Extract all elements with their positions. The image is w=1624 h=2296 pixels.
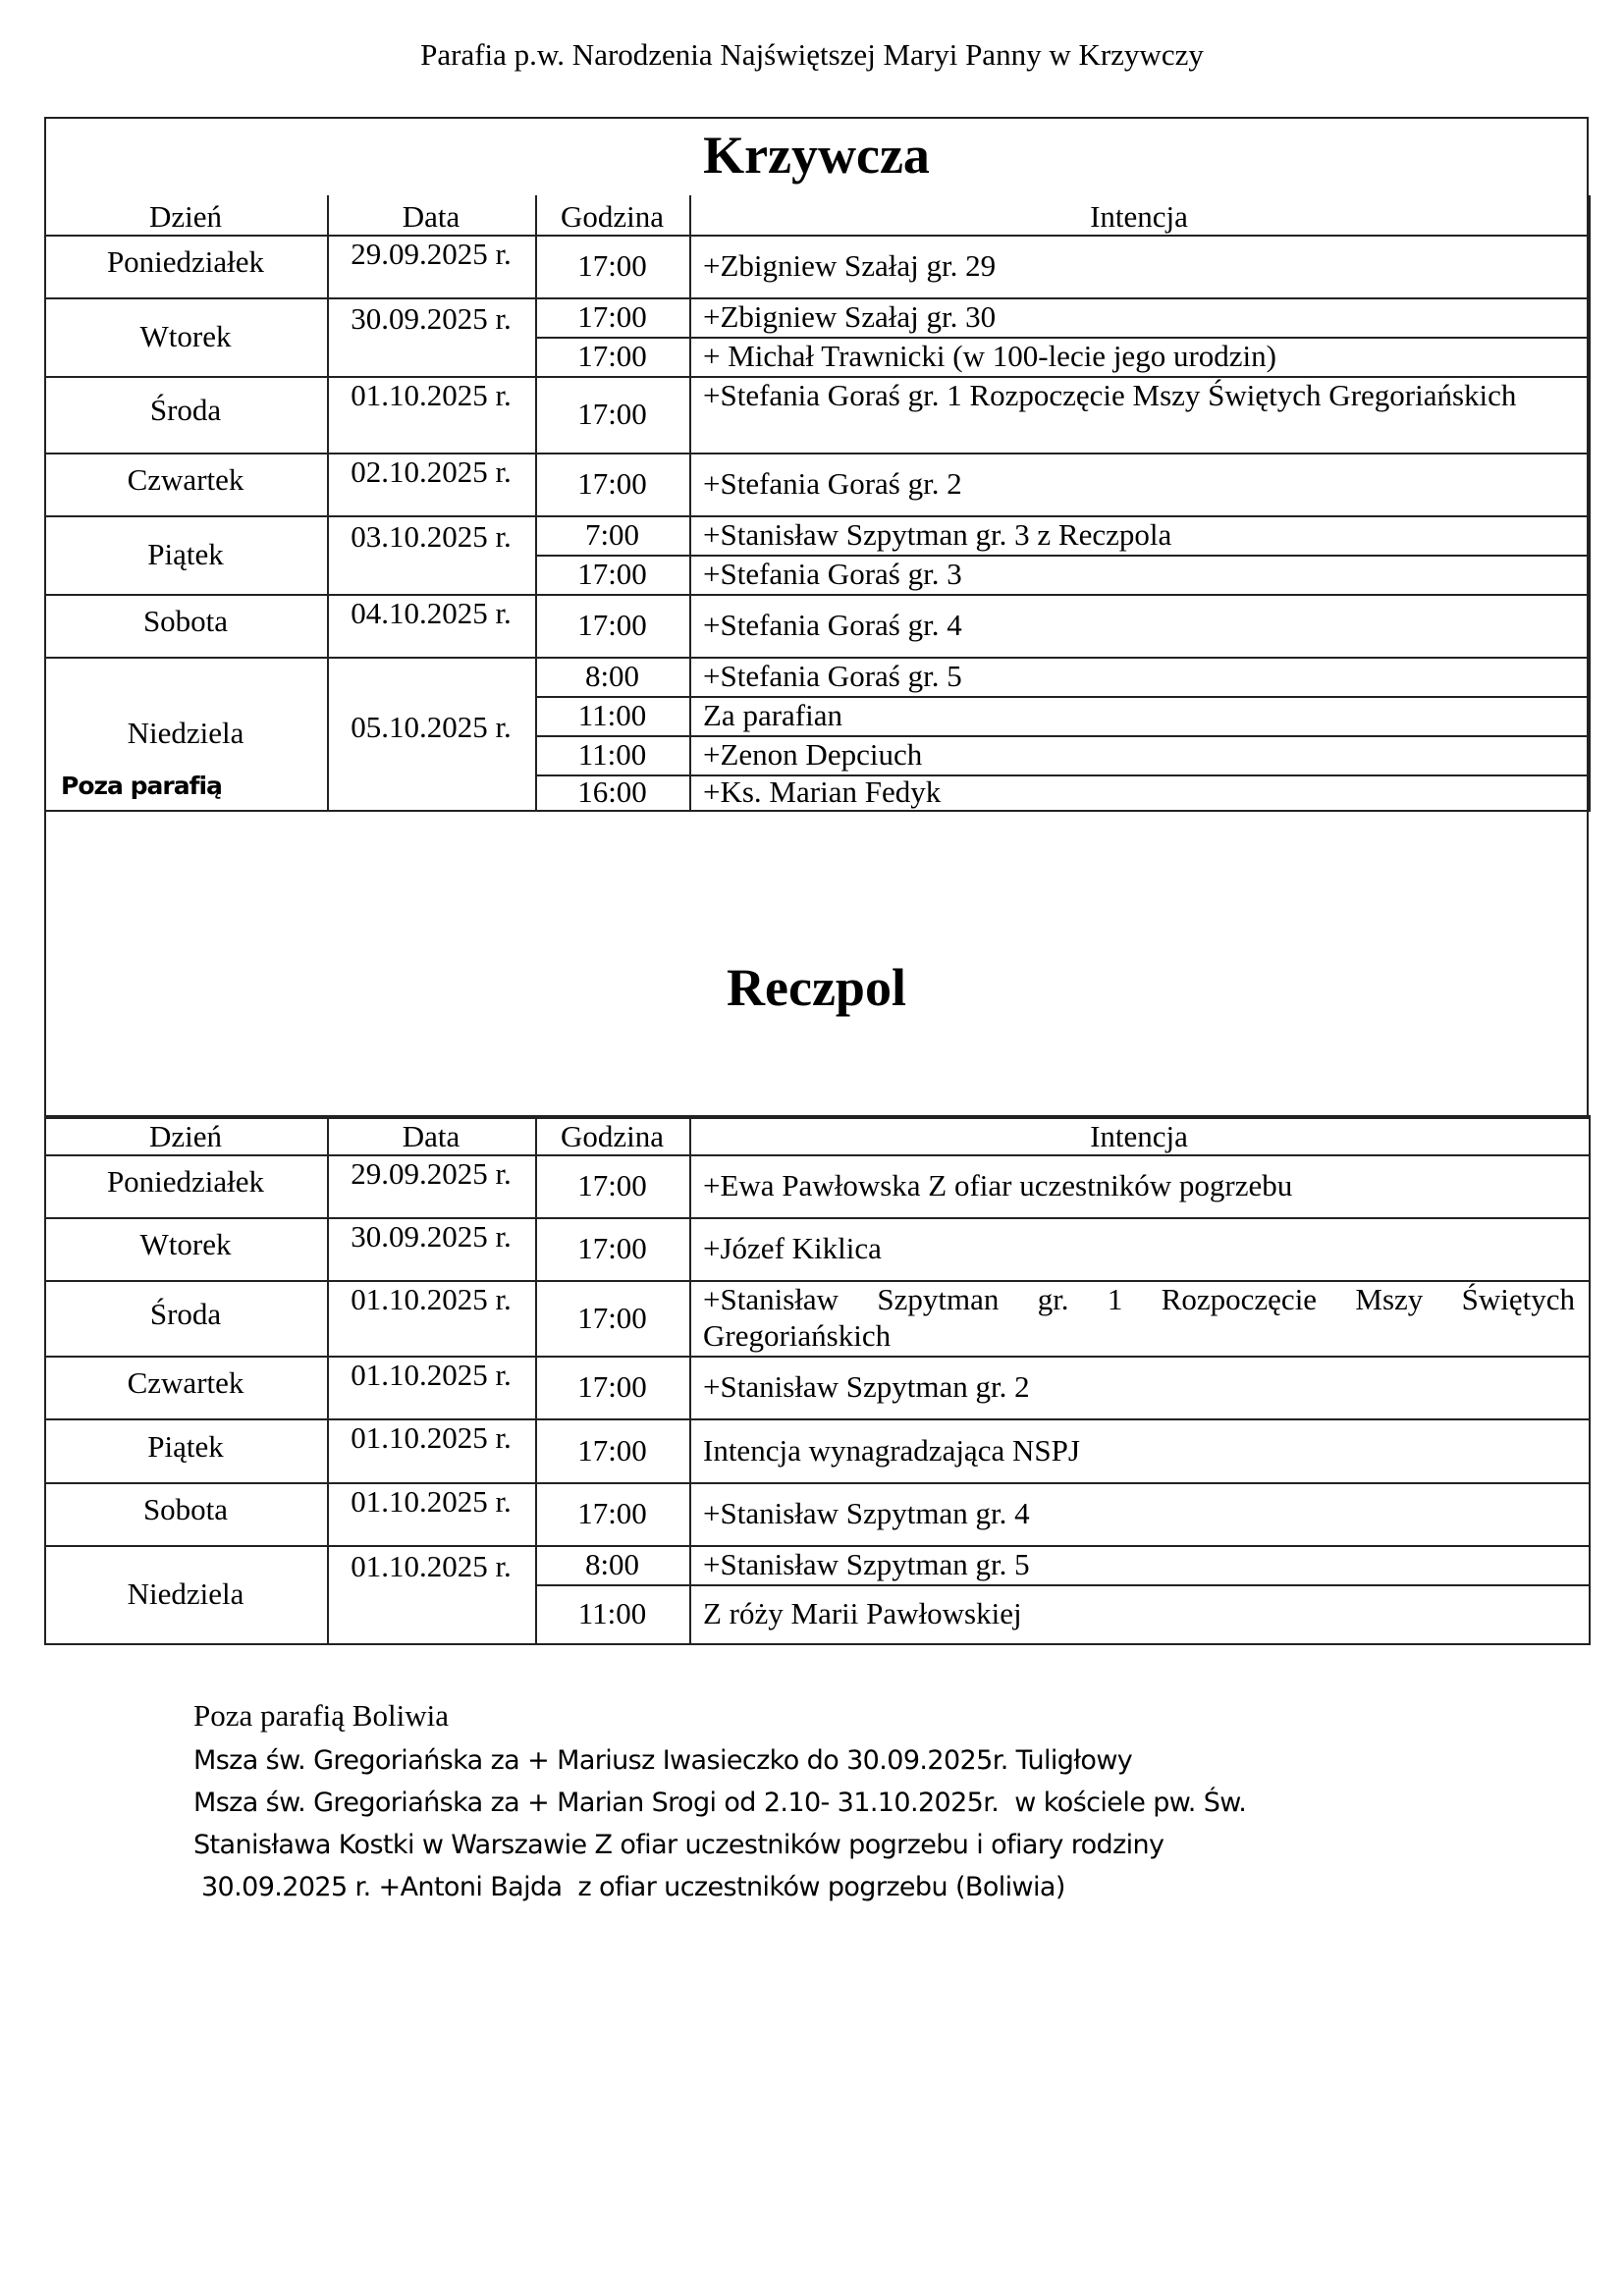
day-name: Piątek [147, 1429, 224, 1464]
day-name: Niedziela [127, 716, 244, 750]
day-name: Piątek [147, 537, 224, 571]
column-divider [44, 1115, 46, 1645]
day-name: Wtorek [139, 319, 232, 353]
mass-time: 11:00 [577, 698, 647, 732]
section-title-krzywcza: Krzywcza [703, 126, 930, 185]
column-divider [1589, 1115, 1591, 1645]
day-name: Wtorek [139, 1227, 232, 1261]
date: 30.09.2025 r. [351, 301, 512, 336]
note-line: Msza św. Gregoriańska za + Mariusz Iwasieczko do 30.09.2025r. Tuligłowy [193, 1745, 1133, 1776]
column-header-time: Godzina [560, 1119, 665, 1153]
date: 29.09.2025 r. [351, 1156, 512, 1191]
mass-time: 17:00 [577, 1301, 647, 1335]
column-divider [44, 195, 46, 812]
mass-intention: +Ewa Pawłowska Z ofiar uczestników pogrzebu [703, 1168, 1293, 1202]
day-name: Poniedziałek [106, 1164, 265, 1199]
section-title-reczpol: Reczpol [727, 958, 906, 1017]
mass-time: 17:00 [577, 339, 647, 373]
column-divider [535, 1115, 537, 1645]
mass-time: 11:00 [577, 1596, 647, 1630]
column-header-date: Data [402, 1119, 460, 1153]
mass-intention: +Stefania Goraś gr. 5 [703, 659, 962, 693]
column-divider [327, 1115, 329, 1645]
mass-time: 17:00 [577, 248, 647, 283]
day-name: Sobota [142, 604, 229, 638]
mass-intention: +Stefania Goraś gr. 3 [703, 557, 962, 591]
date: 01.10.2025 r. [351, 378, 512, 412]
column-divider [1589, 195, 1591, 812]
date: 01.10.2025 r. [351, 1282, 512, 1316]
day-name: Niedziela [127, 1576, 244, 1611]
mass-time: 7:00 [584, 517, 640, 552]
mass-intention: +Zbigniew Szałaj gr. 29 [703, 248, 997, 283]
mass-time: 17:00 [577, 466, 647, 501]
day-name: Czwartek [127, 1365, 244, 1400]
mass-intention: +Józef Kiklica [703, 1231, 882, 1265]
mass-intention: +Stanisław Szpytman gr. 2 [703, 1369, 1030, 1404]
column-divider [689, 1115, 691, 1645]
date: 01.10.2025 r. [351, 1549, 512, 1583]
notes-title: Poza parafią Boliwia [193, 1698, 449, 1733]
mass-time: 8:00 [584, 659, 640, 693]
mass-time: 8:00 [584, 1547, 640, 1581]
mass-intention: Za parafian [703, 698, 842, 732]
mass-intention: +Stanisław Szpytman gr. 5 [703, 1547, 1030, 1581]
column-divider [535, 195, 537, 812]
mass-intention: +Zenon Depciuch [703, 737, 923, 772]
date: 29.09.2025 r. [351, 237, 512, 271]
mass-time: 17:00 [577, 557, 647, 591]
mass-intention: +Stefania Goraś gr. 1 Rozpoczęcie Mszy Świętych Gregoriańskich [703, 378, 1517, 412]
mass-time: 17:00 [577, 299, 647, 334]
mass-time: 11:00 [577, 737, 647, 772]
day-name: Środa [149, 393, 222, 427]
column-header-intention: Intencja [1090, 199, 1188, 234]
mass-intention: Intencja wynagradzająca NSPJ [703, 1433, 1080, 1468]
page-header: Parafia p.w. Narodzenia Najświętszej Maryi Panny w Krzywczy [420, 37, 1204, 72]
poza-parafia-label: Poza parafią [61, 772, 222, 800]
mass-time: 17:00 [577, 1496, 647, 1530]
row-divider [44, 810, 1591, 812]
mass-intention: + Michał Trawnicki (w 100-lecie jego urodzin) [703, 339, 1276, 373]
note-line: Stanisława Kostki w Warszawie Z ofiar uczestników pogrzebu i ofiary rodziny [193, 1830, 1164, 1860]
date: 05.10.2025 r. [351, 710, 512, 744]
mass-time: 17:00 [577, 1433, 647, 1468]
day-name: Czwartek [127, 462, 244, 497]
mass-time: 16:00 [577, 774, 647, 809]
mass-intention: +Stefania Goraś gr. 2 [703, 466, 962, 501]
mass-intention: +Stefania Goraś gr. 4 [703, 608, 962, 642]
mass-intention: +Stanisław Szpytman gr. 4 [703, 1496, 1030, 1530]
column-header-intention: Intencja [1090, 1119, 1188, 1153]
column-divider [327, 195, 329, 812]
mass-time: 17:00 [577, 1231, 647, 1265]
notes-list [193, 1739, 1246, 1908]
schedule-frame [44, 117, 1589, 1119]
mass-intention: +Ks. Marian Fedyk [703, 774, 942, 809]
day-name: Środa [149, 1297, 222, 1331]
day-name: Poniedziałek [106, 244, 265, 279]
mass-intention: +Stanisław Szpytman gr. 1 Rozpoczęcie Mszy Świętych Gregoriańskich [703, 1282, 1575, 1353]
mass-time: 17:00 [577, 397, 647, 431]
date: 01.10.2025 r. [351, 1420, 512, 1455]
column-header-date: Data [402, 199, 460, 234]
mass-time: 17:00 [577, 608, 647, 642]
mass-intention: +Stanisław Szpytman gr. 3 z Reczpola [703, 517, 1172, 552]
date: 04.10.2025 r. [351, 596, 512, 630]
note-line: 30.09.2025 r. +Antoni Bajda z ofiar uczestników pogrzebu (Boliwia) [193, 1872, 1065, 1902]
date: 30.09.2025 r. [351, 1219, 512, 1254]
date: 02.10.2025 r. [351, 454, 512, 489]
column-header-day: Dzień [148, 199, 223, 234]
day-name: Sobota [142, 1492, 229, 1526]
date: 01.10.2025 r. [351, 1484, 512, 1519]
row-divider [44, 1643, 1591, 1645]
column-header-time: Godzina [560, 199, 665, 234]
column-header-day: Dzień [148, 1119, 223, 1153]
date: 03.10.2025 r. [351, 519, 512, 554]
note-line: Msza św. Gregoriańska za + Marian Srogi od 2.10- 31.10.2025r. w kościele pw. Św. [193, 1788, 1247, 1818]
date: 01.10.2025 r. [351, 1358, 512, 1392]
column-divider [689, 195, 691, 812]
mass-time: 17:00 [577, 1168, 647, 1202]
mass-time: 17:00 [577, 1369, 647, 1404]
mass-intention: +Zbigniew Szałaj gr. 30 [703, 299, 997, 334]
notes-section [193, 1696, 1246, 1908]
mass-intention: Z róży Marii Pawłowskiej [703, 1596, 1022, 1630]
